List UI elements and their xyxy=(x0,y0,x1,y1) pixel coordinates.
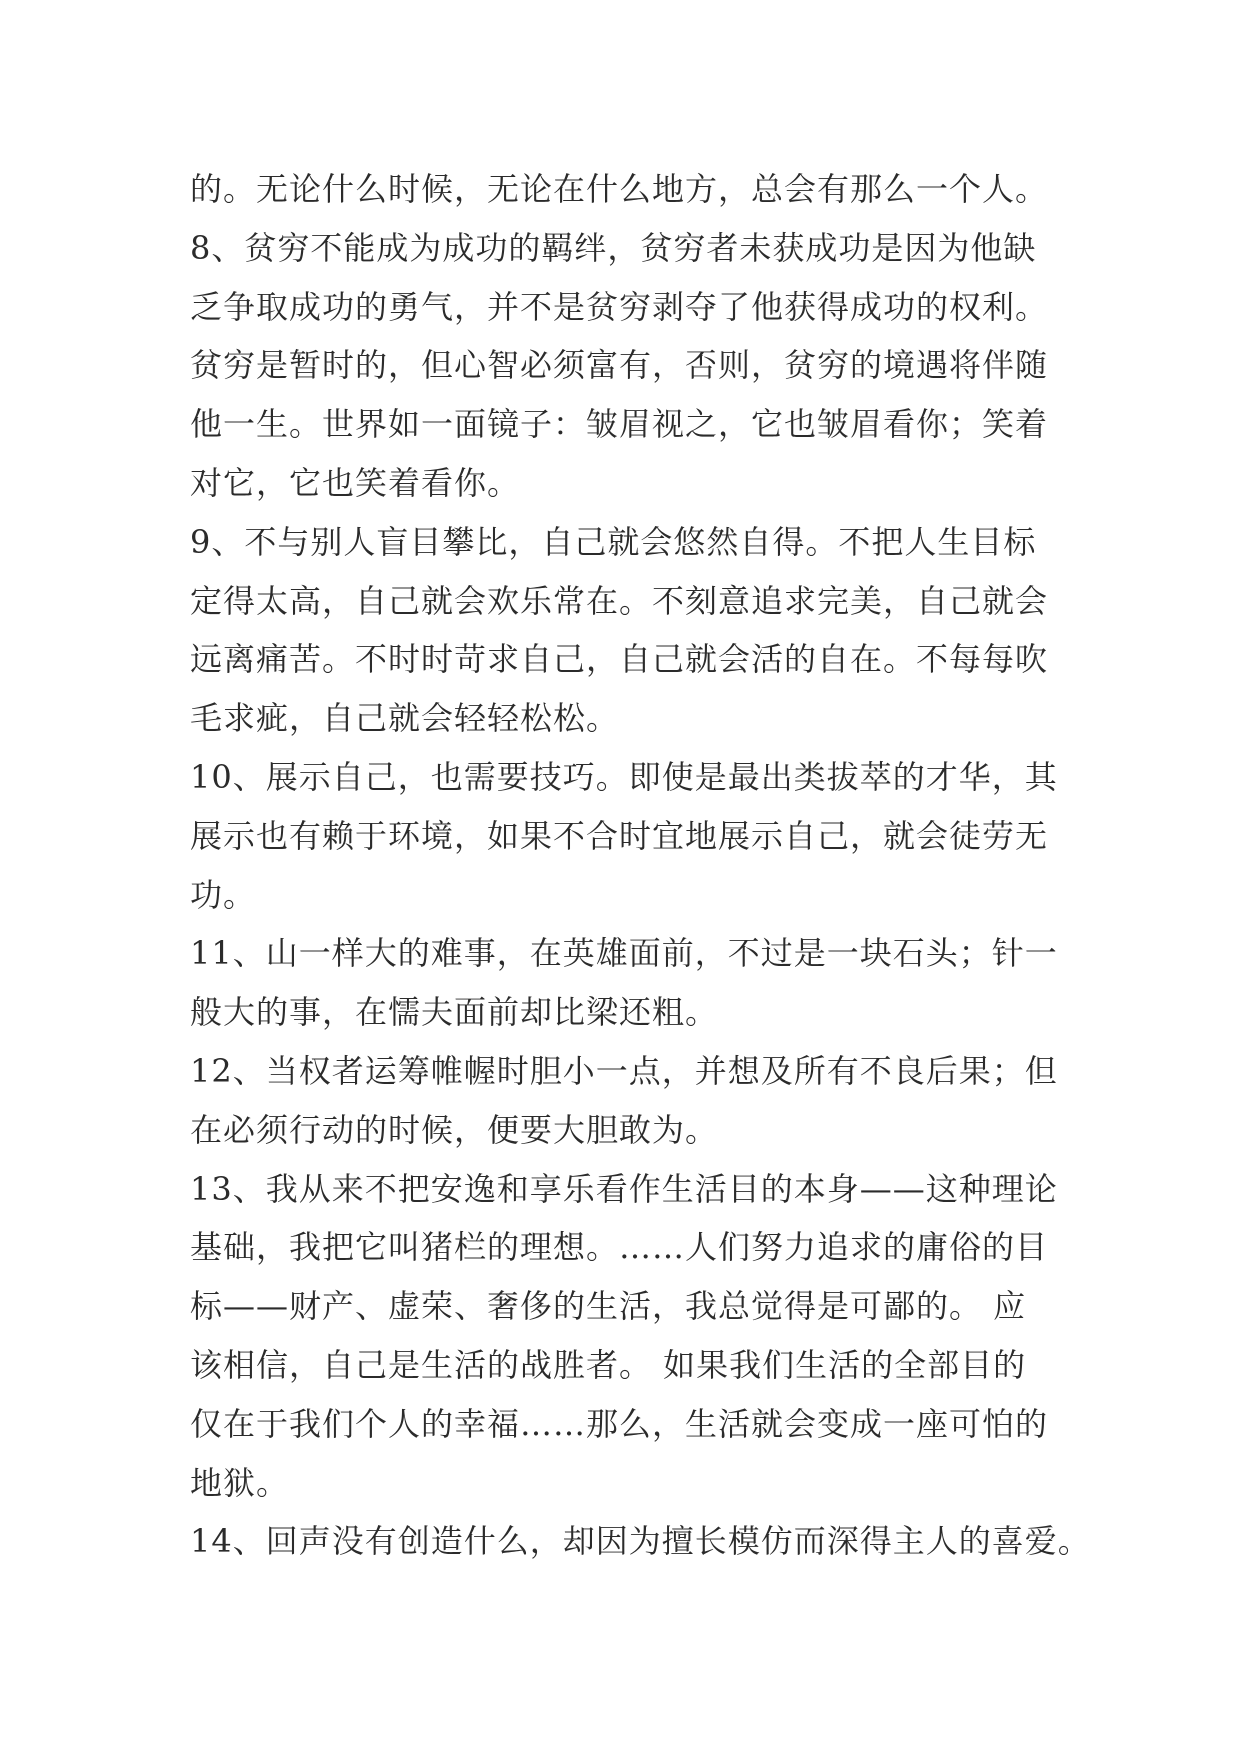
text-line: 乏争取成功的勇气，并不是贫穷剥夺了他获得成功的权利。 xyxy=(190,287,1049,326)
text-line: 基础，我把它叫猪栏的理想。……人们努力追求的庸俗的目 xyxy=(190,1228,1049,1267)
body-text xyxy=(190,160,1091,1571)
text-line: 远离痛苦。不时时苛求自己，自己就会活的自在。不每每吹 xyxy=(190,640,1049,679)
text-line: 标——财产、虚荣、奢侈的生活，我总觉得是可鄙的。 应 xyxy=(190,1287,1027,1326)
text-line: 展示也有赖于环境，如果不合时宜地展示自己，就会徒劳无 xyxy=(190,816,1049,855)
text-line: 11、山一样大的难事，在英雄面前，不过是一块石头；针一 xyxy=(190,934,1058,973)
text-line: 对它，它也笑着看你。 xyxy=(190,463,521,502)
text-line: 9、不与别人盲目攀比，自己就会悠然自得。不把人生目标 xyxy=(190,522,1037,561)
text-line: 定得太高，自己就会欢乐常在。不刻意追求完美，自己就会 xyxy=(190,581,1049,620)
text-line: 般大的事，在懦夫面前却比梁还粗。 xyxy=(190,993,719,1032)
text-line: 地狱。 xyxy=(190,1463,290,1502)
text-line: 他一生。世界如一面镜子：皱眉视之，它也皱眉看你；笑着 xyxy=(190,405,1049,444)
text-line: 8、贫穷不能成为成功的羁绊，贫穷者未获成功是因为他缺 xyxy=(190,228,1037,267)
text-line: 13、我从来不把安逸和享乐看作生活目的本身——这种理论 xyxy=(190,1169,1058,1208)
text-line: 10、展示自己，也需要技巧。即使是最出类拔萃的才华，其 xyxy=(190,757,1058,796)
text-line: 的。无论什么时候，无论在什么地方，总会有那么一个人。 xyxy=(190,170,1049,208)
text-line: 12、当权者运筹帷幄时胆小一点，并想及所有不良后果；但 xyxy=(190,1051,1058,1090)
text-line: 仅在于我们个人的幸福……那么，生活就会变成一座可怕的 xyxy=(190,1404,1049,1443)
text-line: 功。 xyxy=(190,875,257,914)
text-line: 毛求疵，自己就会轻轻松松。 xyxy=(190,699,620,738)
text-line: 在必须行动的时候，便要大胆敢为。 xyxy=(190,1110,719,1149)
text-line: 该相信，自己是生活的战胜者。 如果我们生活的全部目的 xyxy=(190,1345,1027,1384)
text-line: 14、回声没有创造什么，却因为擅长模仿而深得主人的喜爱。 xyxy=(190,1522,1091,1561)
text-line: 贫穷是暂时的，但心智必须富有，否则，贫穷的境遇将伴随 xyxy=(190,346,1049,385)
